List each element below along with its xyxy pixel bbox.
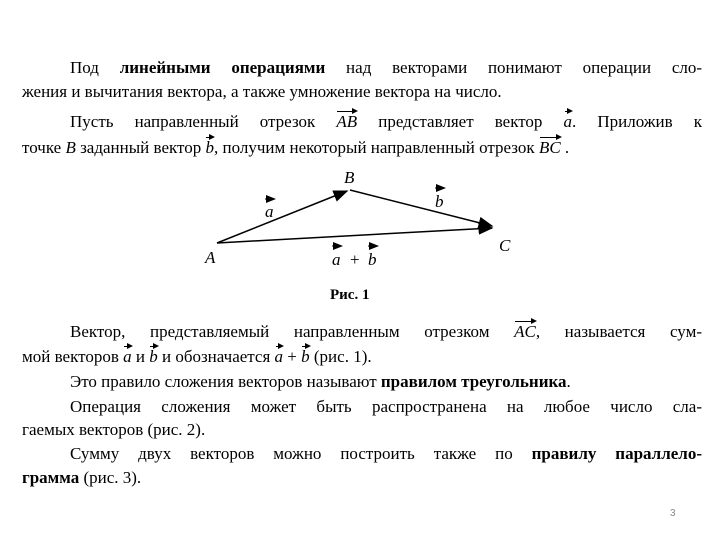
vector-a: a xyxy=(563,112,573,131)
point-A-label: A xyxy=(205,248,216,267)
text-line-7: Это правило сложения векторов называют правилом треугольника. xyxy=(70,372,571,391)
point-B-label: B xyxy=(344,168,355,187)
term-linear-operations: линейными операциями xyxy=(119,58,326,77)
text-line-8: Операция сложения может быть распространена на любое число сла- xyxy=(70,397,702,416)
vector-b-2: b xyxy=(149,347,158,366)
vector-AC: AC xyxy=(514,322,536,341)
sum-a-label: a xyxy=(332,250,341,269)
text-line-4: точке B заданный вектор b, получим некоторый направленный отрезок BC . xyxy=(22,138,570,157)
vector-a-3: a xyxy=(274,347,284,366)
page-number: 3 xyxy=(670,508,676,519)
text-line-3: Пусть направленный отрезок AB представляет вектор a. Приложив к xyxy=(70,112,703,131)
vector-b: b xyxy=(205,138,214,157)
vector-b-3: b xyxy=(301,347,310,366)
sum-b-label: b xyxy=(368,250,377,269)
sum-plus-label: + xyxy=(350,250,360,269)
vector-AB: AB xyxy=(336,112,358,131)
text-line-10: Сумму двух векторов можно построить также по правилу параллело- xyxy=(70,444,703,463)
term-parallelogram-rule: правилу параллело- xyxy=(531,444,703,463)
text-line-11: грамма (рис. 3). xyxy=(22,468,142,487)
vector-BC-line xyxy=(350,190,492,226)
vector-BC: BC xyxy=(538,138,561,157)
figure-caption: Рис. 1 xyxy=(330,287,370,303)
vector-b-label: b xyxy=(435,192,444,211)
figure-triangle-rule xyxy=(195,165,535,285)
text-line-9: гаемых векторов (рис. 2). xyxy=(22,420,206,439)
text-line-1: Под линейными операциями над векторами понимают операции сло- xyxy=(70,58,703,77)
point-C-label: C xyxy=(499,236,511,255)
text-line-2: жения и вычитания вектора, а также умножение вектора на число. xyxy=(22,82,502,101)
text-line-6: мой векторов a и b и обозначается a + b (рис. 1). xyxy=(22,347,372,366)
vector-AB-line xyxy=(217,191,347,243)
text-line-5: Вектор, представляемый направленным отрезком AC, называется сум- xyxy=(70,322,702,341)
vector-AC-line xyxy=(217,228,492,243)
term-triangle-rule: правилом треугольника xyxy=(380,372,567,391)
vector-a-2: a xyxy=(123,347,132,366)
vector-a-label: a xyxy=(265,202,274,221)
